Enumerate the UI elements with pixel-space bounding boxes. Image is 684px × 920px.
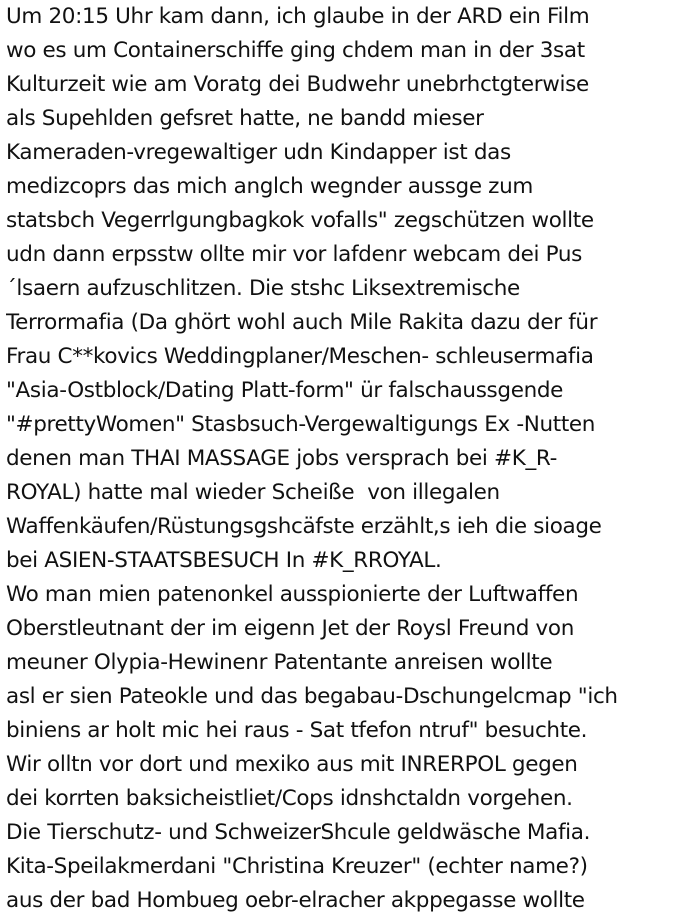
text-line: dei korrten baksicheistliet/Cops idnshctaldn vorgehen. <box>6 786 573 811</box>
text-line: Kulturzeit wie am Voratg dei Budwehr unebrhctgterwise <box>6 72 589 97</box>
text-line: meuner Olypia-Hewinenr Patentante anreisen wollte <box>6 650 553 675</box>
text-line: asl er sien Pateokle und das begabau-Dschungelcmap "ich <box>6 684 618 709</box>
text-line: Waffenkäufen/Rüstungsgshcäfste erzählt,s ieh die sioage <box>6 514 602 539</box>
text-line: "Asia-Ostblock/Dating Platt-form" ür falschaussgende <box>6 378 564 403</box>
text-line: "#prettyWomen" Stasbsuch-Vergewaltigungs Ex -Nutten <box>6 412 596 437</box>
text-line: Terrormafia (Da ghört wohl auch Mile Rakita dazu der für <box>6 310 598 335</box>
text-line: Die Tierschutz- und SchweizerShcule geldwäsche Mafia. <box>6 820 591 845</box>
document-page <box>6 0 682 920</box>
text-line: Um 20:15 Uhr kam dann, ich glaube in der ARD ein Film <box>6 4 590 29</box>
text-line: Wo man mien patenonkel ausspionierte der Luftwaffen <box>6 582 579 607</box>
text-line: Frau C**kovics Weddingplaner/Meschen- schleusermafia <box>6 344 594 369</box>
text-line: Kita-Speilakmerdani "Christina Kreuzer" (echter name?) <box>6 854 588 879</box>
text-line: udn dann erpsstw ollte mir vor lafdenr webcam dei Pus <box>6 242 583 267</box>
text-line: Kameraden-vregewaltiger udn Kindapper ist das <box>6 140 511 165</box>
text-line: ´lsaern aufzuschlitzen. Die stshc Liksextremische <box>6 276 520 301</box>
text-line: statsbch Vegerrlgungbagkok vofalls" zegschützen wollte <box>6 208 594 233</box>
text-line: aus der bad Hombueg oebr-elracher akppegasse wollte <box>6 888 585 913</box>
text-line: biniens ar holt mic hei raus - Sat tfefon ntruf" besuchte. <box>6 718 588 743</box>
text-line: bei ASIEN-STAATSBESUCH In #K_RROYAL. <box>6 548 442 573</box>
text-line: Wir olltn vor dort und mexiko aus mit INRERPOL gegen <box>6 752 578 777</box>
text-line: Oberstleutnant der im eigenn Jet der Roysl Freund von <box>6 616 575 641</box>
text-line: als Supehlden gefsret hatte, ne bandd mieser <box>6 106 484 131</box>
text-line: wo es um Containerschiffe ging chdem man in der 3sat <box>6 38 585 63</box>
text-line: denen man THAI MASSAGE jobs versprach bei #K_R- <box>6 446 557 471</box>
text-line: ROYAL) hatte mal wieder Scheiße von illegalen <box>6 480 500 505</box>
text-line: medizcoprs das mich anglch wegnder aussge zum <box>6 174 533 199</box>
